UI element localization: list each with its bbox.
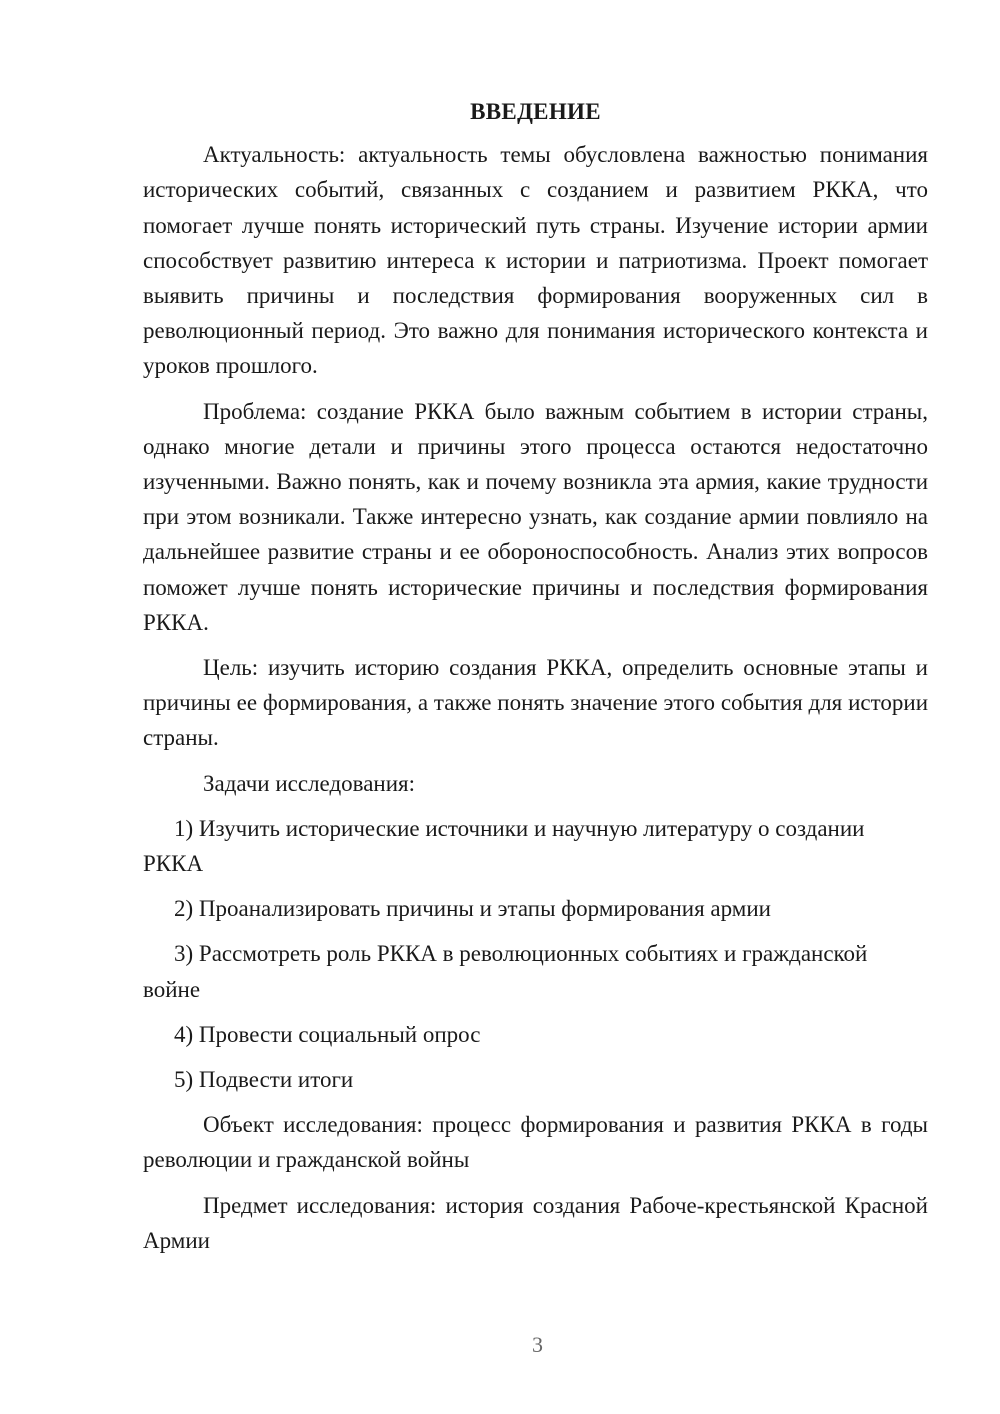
task-item-2: 2) Проанализировать причины и этапы формирования армии: [174, 896, 771, 922]
object-paragraph: Объект исследования: процесс формирования и развития РККА в годы революции и гражданской войны: [143, 1112, 928, 1173]
goal-paragraph: Цель: изучить историю создания РККА, определить основные этапы и причины ее формирования, а также понять значение этого события для истории страны.: [143, 655, 928, 751]
task-item-4: 4) Провести социальный опрос: [174, 1021, 481, 1047]
subject-paragraph: Предмет исследования: история создания Рабоче-крестьянской Красной Армии: [143, 1192, 928, 1253]
page-number: 3: [532, 1332, 543, 1357]
page-title: ВВЕДЕНИЕ: [470, 99, 601, 124]
task-item-5: 5) Подвести итоги: [174, 1067, 354, 1093]
relevance-paragraph: Актуальность: актуальность темы обусловлена важностью понимания исторических событий, связанных с созданием и развитием РККА, что помогает лучше понять исторический путь страны. Изучение истории армии способствует развитию интереса к истории и патриотизма. Проект помогает выявить причины и последствия формирования вооруженных сил в революционный период. Это важно для понимания исторического контекста и уроков прошлого.: [143, 142, 928, 379]
task-item-1: 1) Изучить исторические источники и научную литературу о создании РККА: [143, 815, 865, 877]
tasks-list: [143, 811, 928, 1097]
tasks-heading: Задачи исследования:: [203, 770, 416, 796]
problem-paragraph: Проблема: создание РККА было важным событием в истории страны, однако многие детали и причины этого процесса остаются недостаточно изученными. Важно понять, как и почему возникла эта армия, какие трудности при этом возникали. Также интересно узнать, как создание армии повлияло на дальнейшее развитие страны и ее обороноспособность. Анализ этих вопросов поможет лучше понять исторические причины и последствия формирования РККА.: [143, 398, 928, 635]
task-item-3: 3) Рассмотреть роль РККА в революционных событиях и гражданской войне: [143, 941, 868, 1002]
page-content: [143, 94, 928, 1268]
